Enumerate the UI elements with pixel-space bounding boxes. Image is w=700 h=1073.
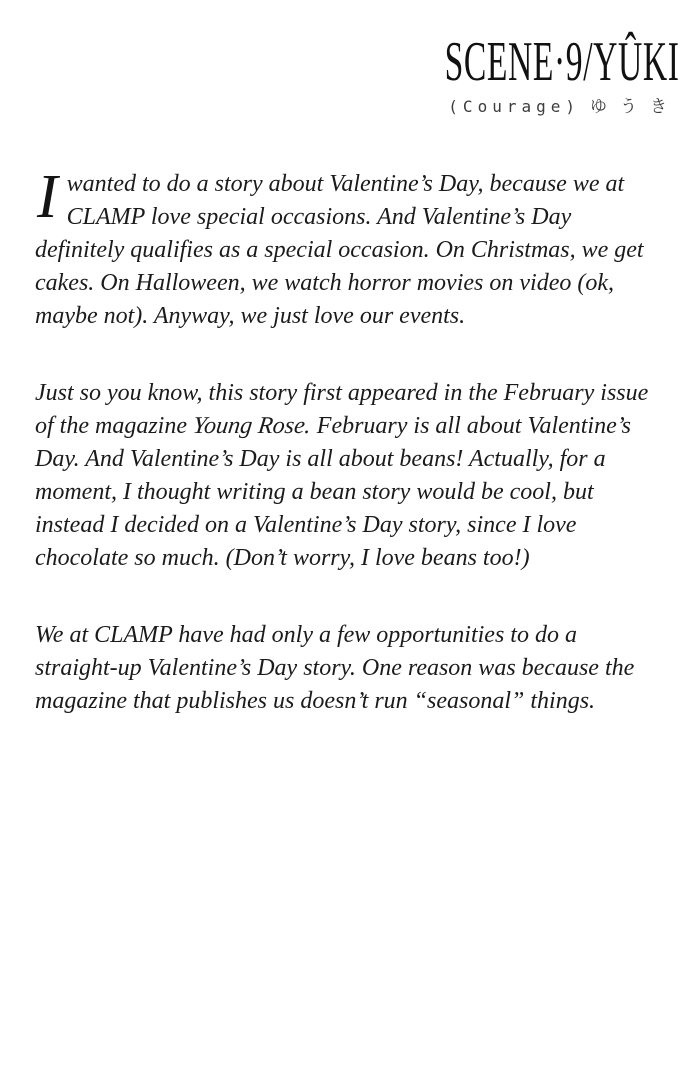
paragraph-3-text: We at CLAMP have had only a few opportunities to do a straight-up Valentine’s Day story. One reason was because the magazine that publishes us doesn’t run “seasonal” things. xyxy=(35,622,635,714)
magazine-title: Young Rose. xyxy=(191,413,313,439)
paragraph-1-text: wanted to do a story about Valentine’s Day, because we at CLAMP love special occasions. And Valentine’s Day definitely qualifies as a special occasion. On Christmas, we get cakes. On Halloween, we watch horror movies on video (ok, maybe not). Anyway, we just love our events. xyxy=(35,171,644,329)
paragraph-2-text-after: February is all about Valentine’s Day. And Valentine’s Day is all about beans! Actually, for a moment, I thought writing a bean story would be cool, but instead I decided on a Valentine’s Day story, since I love chocolate so much. (Don’t worry, I love beans too!) xyxy=(35,413,631,571)
chapter-header xyxy=(288,31,680,117)
paragraph-2 xyxy=(35,377,655,575)
subtitle-translation: (Courage) xyxy=(448,97,580,116)
paragraph-2-text-before: Just so you know, this story first appeared in the February issue of the magazine xyxy=(35,380,649,439)
author-notes xyxy=(35,163,655,718)
paragraph-1 xyxy=(35,163,655,333)
subtitle-kana: ゆうき xyxy=(590,97,680,117)
chapter-title: SCENE·9/YÛKI xyxy=(445,31,680,93)
paragraph-3 xyxy=(35,619,655,718)
dropcap-letter: I xyxy=(37,163,58,231)
chapter-subtitle xyxy=(288,92,680,117)
